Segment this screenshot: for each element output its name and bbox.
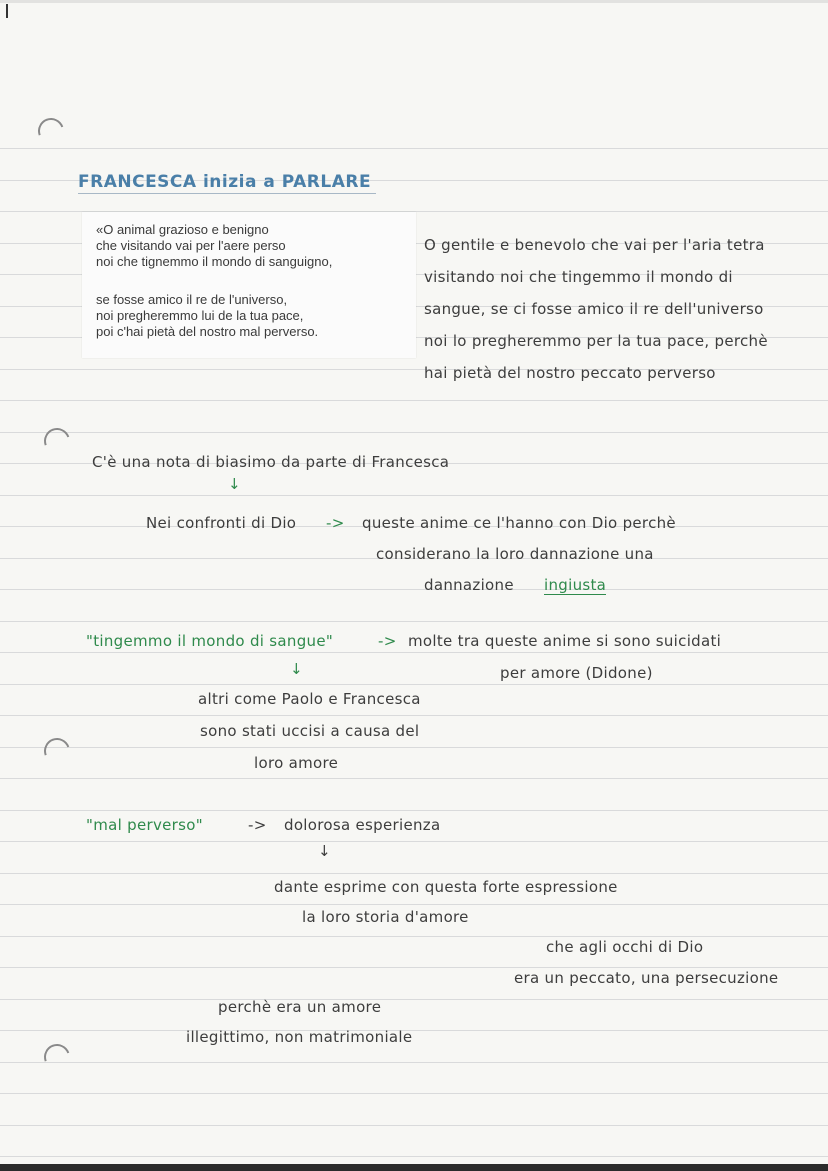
ruled-line <box>0 999 828 1000</box>
ruled-line <box>0 621 828 622</box>
ruled-line <box>0 967 828 968</box>
note-suicidati: per amore (Didone) <box>500 664 653 682</box>
note-illegittimo: perchè era un amore <box>218 998 382 1016</box>
arrow-down-icon: ↓ <box>318 842 331 860</box>
page-title-underline <box>78 193 376 194</box>
note-paolo: loro amore <box>254 754 339 772</box>
page-top-edge <box>0 0 828 3</box>
quote-line: poi c'hai pietà del nostro mal perverso. <box>96 324 319 339</box>
quote-box <box>82 212 416 358</box>
note-dio-text-a: dannazione <box>424 576 514 594</box>
page-corner-mark <box>6 4 8 18</box>
note-ingiusta: ingiusta <box>544 576 607 594</box>
note-dio-label: Nei confronti di Dio <box>146 514 297 532</box>
page-bottom-edge <box>0 1164 828 1171</box>
arrow-down-icon: ↓ <box>228 475 241 493</box>
note-paolo: sono stati uccisi a causa del <box>200 722 420 740</box>
note-peccato: che agli occhi di Dio <box>546 938 704 956</box>
ruled-line <box>0 747 828 748</box>
quote-line: noi pregheremmo lui de la tua pace, <box>96 308 304 323</box>
ruled-line <box>0 1062 828 1063</box>
ruled-line <box>0 495 828 496</box>
ruled-line <box>0 400 828 401</box>
note-dante: dante esprime con questa forte espressione <box>274 878 618 896</box>
note-dolorosa: dolorosa esperienza <box>284 816 441 834</box>
ruled-line <box>0 810 828 811</box>
punch-hole-icon <box>34 114 69 149</box>
ruled-line <box>0 1093 828 1094</box>
paraphrase-line: hai pietà del nostro peccato perverso <box>424 364 716 382</box>
note-biasimo: C'è una nota di biasimo da parte di Francesca <box>92 453 450 471</box>
ruled-line <box>0 936 828 937</box>
note-dante: la loro storia d'amore <box>302 908 469 926</box>
note-dio-text: considerano la loro dannazione una <box>376 545 654 563</box>
punch-hole-icon <box>40 424 75 459</box>
quote-line: che visitando vai per l'aere perso <box>96 238 286 253</box>
paraphrase-line: noi lo pregheremmo per la tua pace, perchè <box>424 332 768 350</box>
arrow-right-icon: -> <box>248 816 267 834</box>
paraphrase-line: O gentile e benevolo che vai per l'aria tetra <box>424 236 765 254</box>
ruled-line <box>0 652 828 653</box>
ruled-line <box>0 873 828 874</box>
arrow-down-icon: ↓ <box>290 660 303 678</box>
note-peccato: era un peccato, una persecuzione <box>514 969 779 987</box>
ruled-line <box>0 1156 828 1157</box>
paraphrase-line: sangue, se ci fosse amico il re dell'universo <box>424 300 764 318</box>
quote-tingemmo: "tingemmo il mondo di sangue" <box>86 632 334 650</box>
ruled-line <box>0 841 828 842</box>
ruled-line <box>0 684 828 685</box>
arrow-right-icon: -> <box>378 632 397 650</box>
quote-mal-perverso: "mal perverso" <box>86 816 203 834</box>
quote-line: noi che tignemmo il mondo di sanguigno, <box>96 254 333 269</box>
note-paolo: altri come Paolo e Francesca <box>198 690 421 708</box>
ruled-line <box>0 715 828 716</box>
ruled-line <box>0 778 828 779</box>
paraphrase-line: visitando noi che tingemmo il mondo di <box>424 268 733 286</box>
page-title: FRANCESCA inizia a PARLARE <box>78 172 372 192</box>
note-dio-text: queste anime ce l'hanno con Dio perchè <box>362 514 676 532</box>
ruled-line <box>0 1030 828 1031</box>
ruled-line <box>0 1125 828 1126</box>
quote-line: se fosse amico il re de l'universo, <box>96 292 288 307</box>
ruled-line <box>0 148 828 149</box>
quote-line: «O animal grazioso e benigno <box>96 222 269 237</box>
note-illegittimo: illegittimo, non matrimoniale <box>186 1028 413 1046</box>
ruled-line <box>0 904 828 905</box>
punch-hole-icon <box>40 734 75 769</box>
punch-hole-icon <box>40 1040 75 1075</box>
arrow-right-icon: -> <box>326 514 345 532</box>
ruled-line <box>0 432 828 433</box>
note-suicidati: molte tra queste anime si sono suicidati <box>408 632 722 650</box>
ruled-line <box>0 589 828 590</box>
